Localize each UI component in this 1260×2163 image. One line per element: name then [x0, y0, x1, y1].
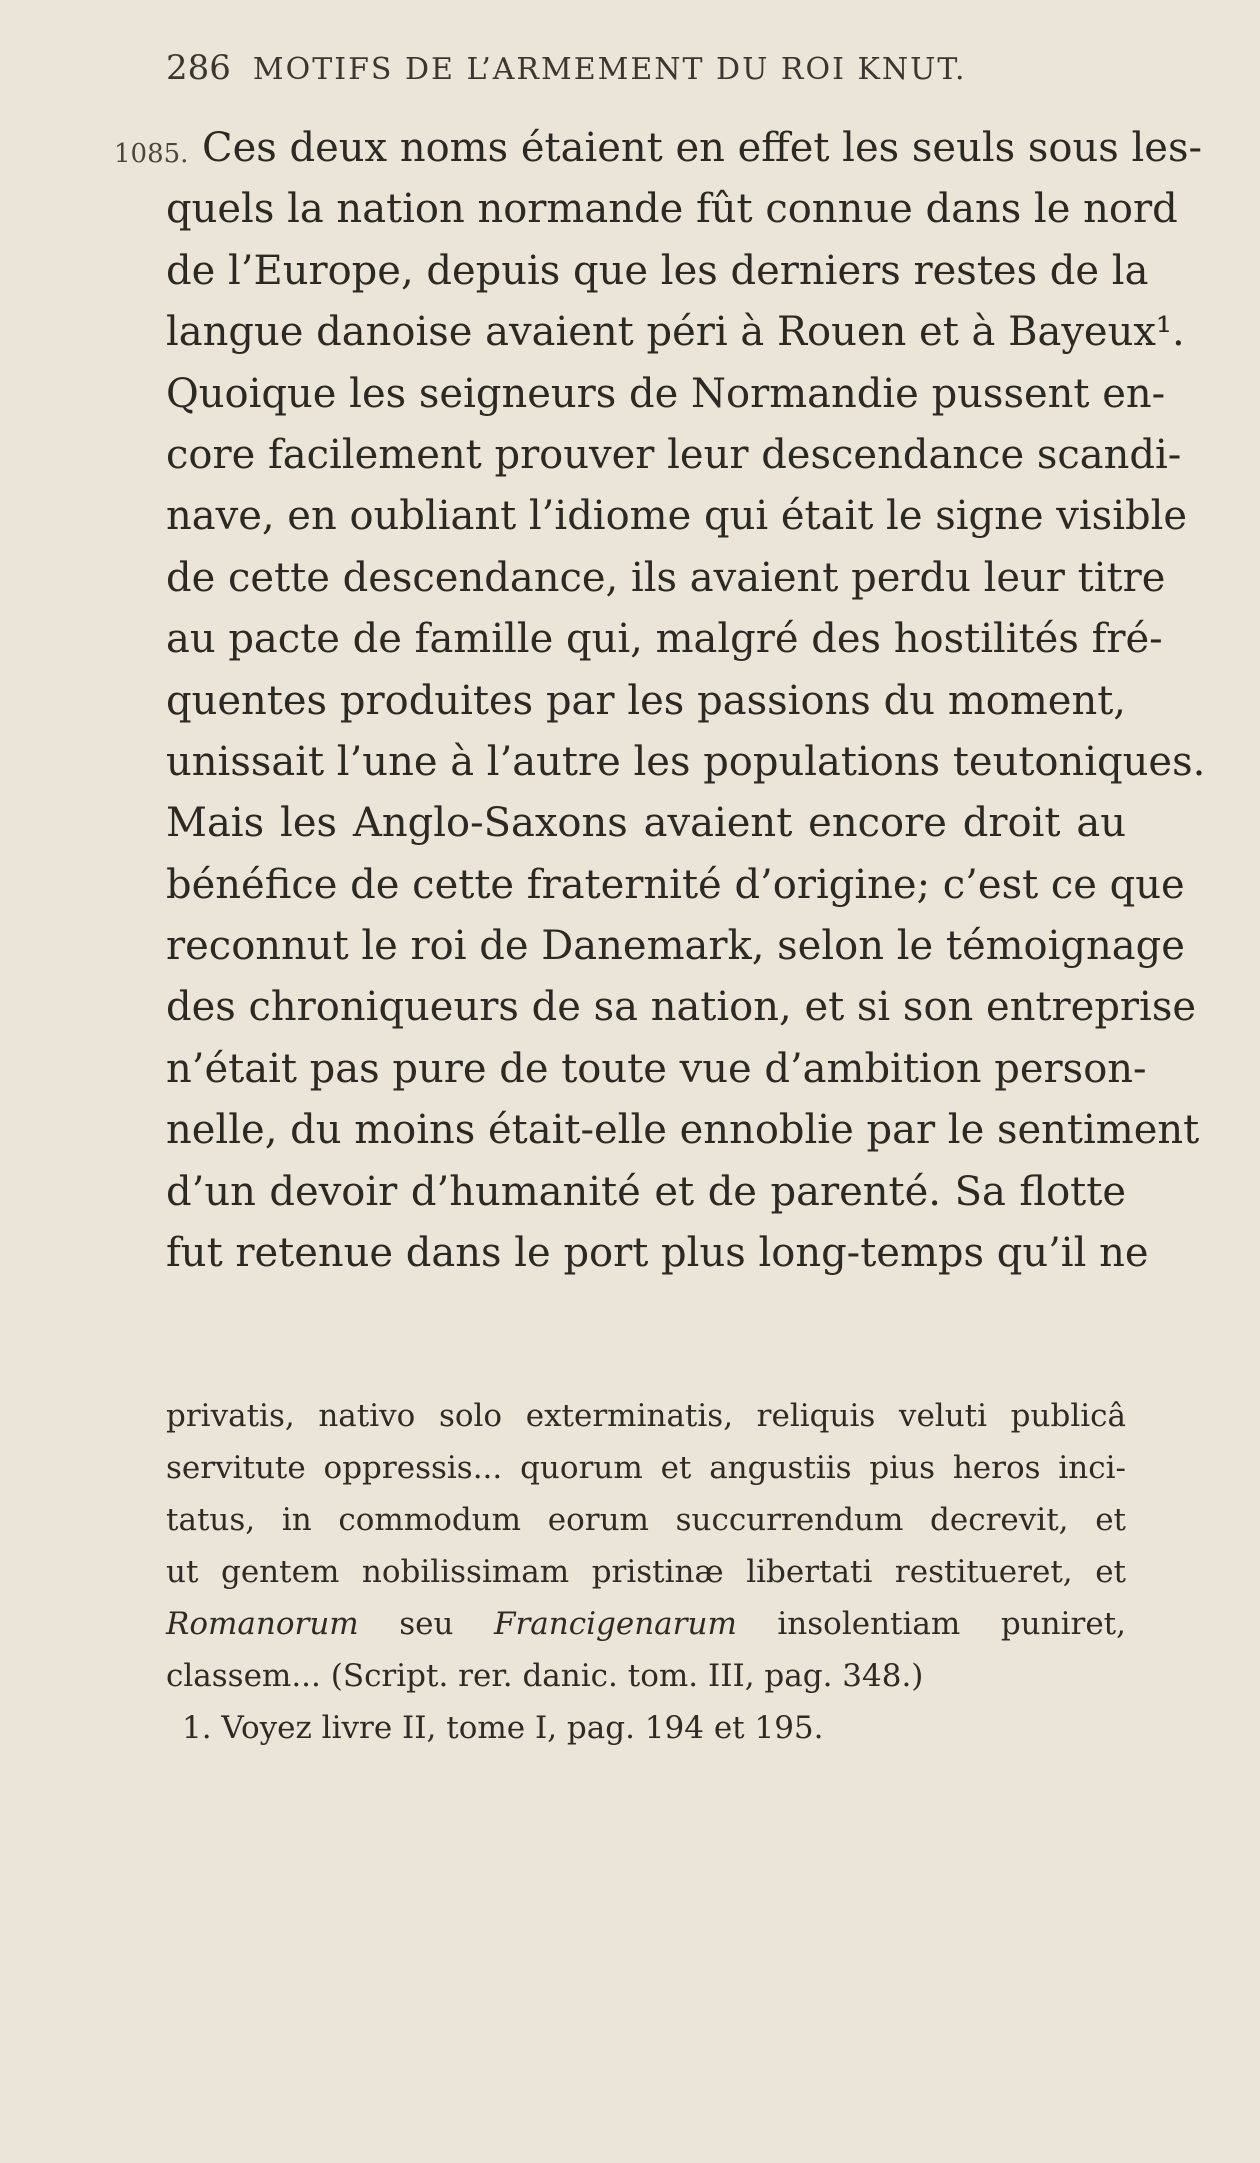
text-line: Mais les Anglo-Saxons avaient encore droit au: [166, 800, 1126, 847]
note-line: ut gentem nobilissimam pristinæ libertati restitueret, et: [166, 1554, 1126, 1590]
text-line: des chroniqueurs de sa nation, et si son entreprise: [166, 984, 1197, 1031]
text-line: Ces deux noms étaient en effet les seuls sous les-: [202, 125, 1202, 171]
note-text: seu: [358, 1606, 494, 1642]
text-line: bénéfice de cette fraternité d’origine; c’est ce que: [166, 861, 1185, 908]
text-line: core facilement prouver leur descendance scandi-: [166, 431, 1182, 478]
note-line: servitute oppressis... quorum et angustiis pius heros inci-: [166, 1450, 1126, 1486]
text-line: de l’Europe, depuis que les derniers restes de la: [166, 247, 1149, 294]
note-line: classem... (Script. rer. danic. tom. III, pag. 348.): [166, 1658, 924, 1694]
note-text: insolentiam puniret,: [736, 1606, 1126, 1642]
text-line: nelle, du moins était-elle ennoblie par le sentiment: [166, 1107, 1200, 1154]
footnote: 1. Voyez livre II, tome I, pag. 194 et 195.: [182, 1710, 824, 1746]
note-line: tatus, in commodum eorum succurrendum decrevit, et: [166, 1502, 1126, 1538]
text-line: nave, en oubliant l’idiome qui était le signe visible: [166, 493, 1188, 540]
text-line: langue danoise avaient péri à Rouen et à Bayeux¹.: [166, 309, 1185, 356]
running-title: MOTIFS DE L’ARMEMENT DU ROI KNUT.: [252, 52, 967, 87]
text-line: quentes produites par les passions du moment,: [166, 677, 1126, 724]
text-line: reconnut le roi de Danemark, selon le témoignage: [166, 923, 1185, 970]
page-number: 286: [166, 48, 231, 88]
text-line: de cette descendance, ils avaient perdu leur titre: [166, 554, 1166, 601]
text-line: au pacte de famille qui, malgré des hostilités fré-: [166, 616, 1163, 663]
text-line: unissait l’une à l’autre les populations teutoniques.: [166, 738, 1206, 785]
text-line: n’était pas pure de toute vue d’ambition person-: [166, 1045, 1147, 1092]
text-line: quels la nation normande fût connue dans le nord: [166, 186, 1178, 233]
text-line: fut retenue dans le port plus long-temps qu’il ne: [166, 1230, 1149, 1277]
note-italic: Romanorum: [166, 1606, 359, 1642]
text-line: d’un devoir d’humanité et de parenté. Sa flotte: [166, 1168, 1126, 1215]
note-italic: Francigenarum: [493, 1606, 737, 1642]
main-text: [166, 118, 1206, 1284]
note-line: privatis, nativo solo exterminatis, reliquis veluti publicâ: [166, 1398, 1126, 1434]
note-line: [166, 1598, 1126, 1650]
margin-year: 1085.: [114, 139, 189, 169]
text-line: Quoique les seigneurs de Normandie pussent en-: [166, 370, 1166, 417]
notes-block: [166, 1390, 1126, 1754]
running-header: [166, 48, 967, 88]
